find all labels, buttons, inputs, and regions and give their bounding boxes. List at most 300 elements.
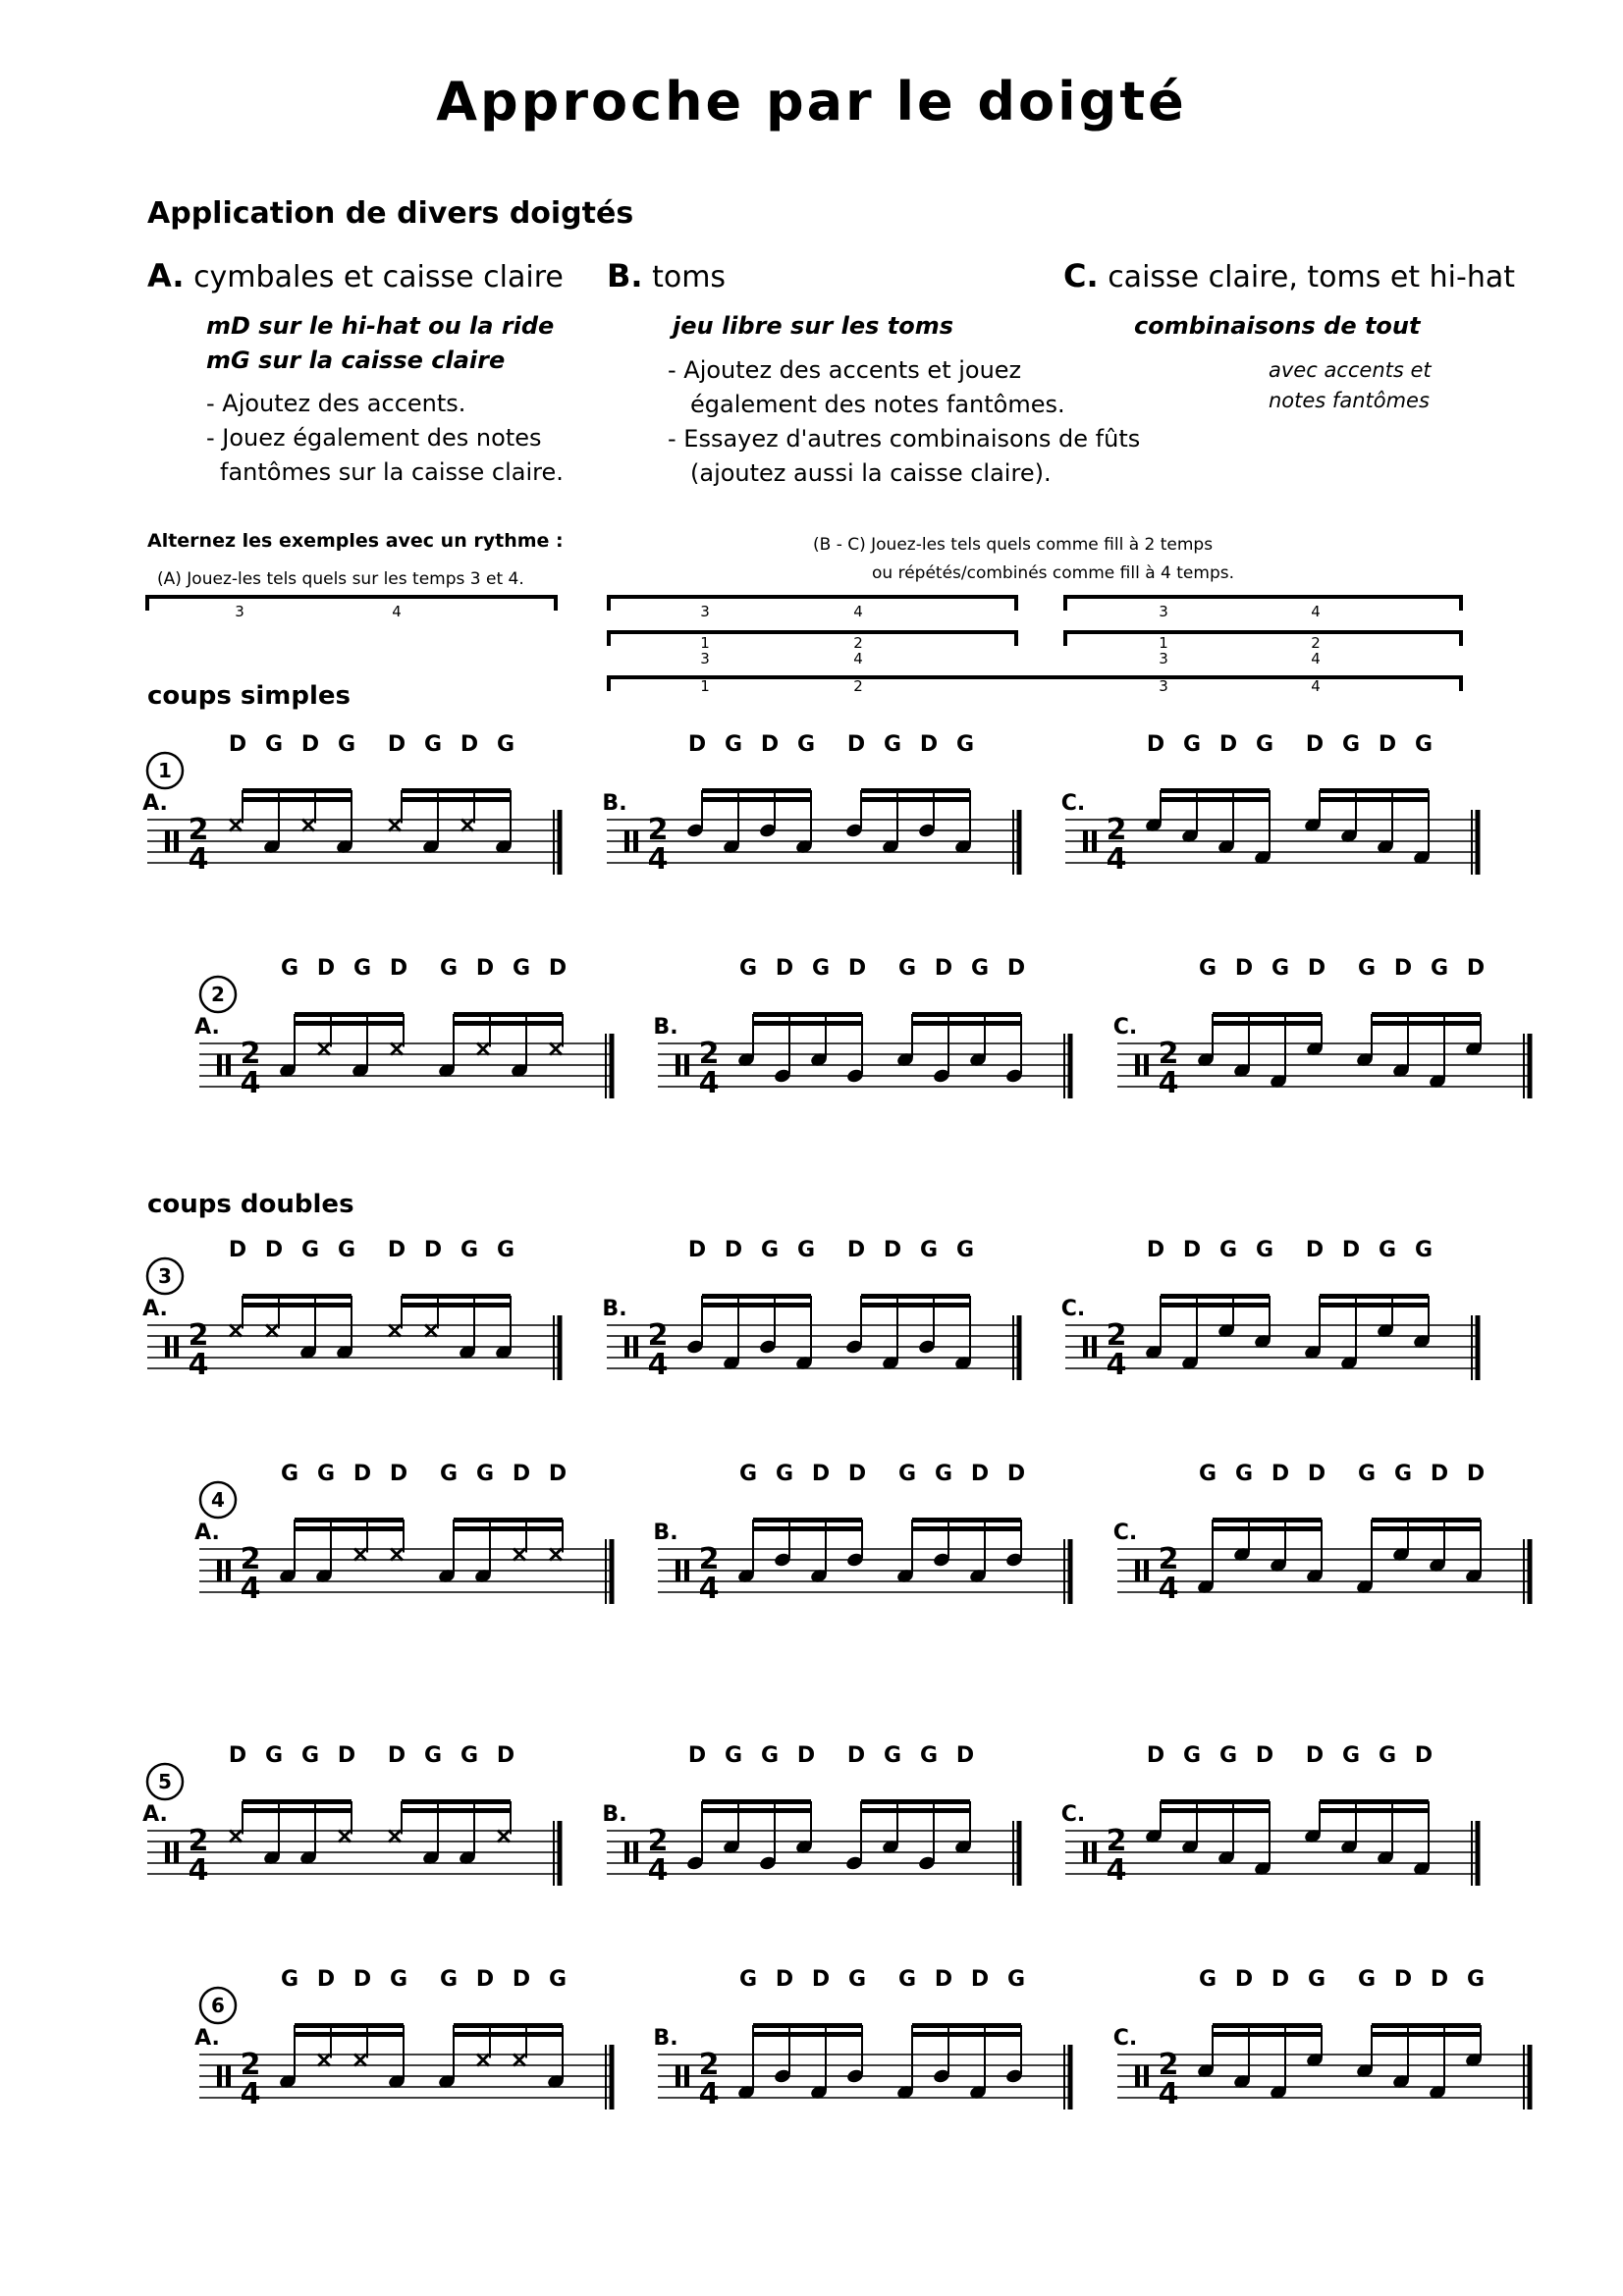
- column-b-letter: B.: [607, 257, 643, 294]
- time-signature-top: 2: [647, 1824, 669, 1858]
- sticking-letter: D: [846, 1238, 866, 1262]
- variant-label: A.: [142, 1802, 168, 1827]
- exercise-number-text: 1: [158, 759, 172, 782]
- cymbal-note: [477, 1043, 489, 1055]
- beam: [295, 1526, 404, 1531]
- sticking-letter: G: [970, 956, 990, 981]
- beam: [702, 788, 811, 793]
- variant-label: C.: [1112, 1521, 1138, 1545]
- variant-label: B.: [653, 1521, 678, 1545]
- sticking-letter: D: [1393, 1967, 1413, 1992]
- beam: [1161, 1303, 1270, 1308]
- sticking-letter: D: [1466, 956, 1486, 981]
- variant-label: A.: [194, 2026, 220, 2051]
- beam: [243, 788, 352, 793]
- sticking-letter: G: [352, 956, 372, 981]
- variant-label: A.: [142, 1297, 168, 1321]
- time-signature-bottom: 4: [240, 1066, 261, 1100]
- sticking-letter: G: [738, 1967, 758, 1992]
- exercise-number: [200, 977, 236, 1012]
- exercise-number: [147, 1258, 183, 1294]
- sticking-letter: G: [1357, 956, 1377, 981]
- subtitle: Application de divers doigtés: [147, 196, 634, 231]
- beam: [454, 2023, 563, 2028]
- time-signature-bottom: 4: [188, 1853, 209, 1888]
- beam: [753, 2032, 862, 2037]
- col-a-bold-1: mD sur le hi-hat ou la ride: [206, 312, 555, 340]
- sticking-letter: G: [738, 956, 758, 981]
- beat-4: 4: [853, 650, 863, 667]
- sticking-letter: D: [512, 1967, 531, 1992]
- time-signature-bottom: 4: [1158, 2077, 1179, 2111]
- sticking-letter: G: [1255, 732, 1274, 757]
- beam: [861, 1303, 970, 1308]
- time-signature-bottom: 4: [647, 1348, 669, 1382]
- sticking-letter: D: [760, 732, 780, 757]
- cymbal-note: [389, 1325, 401, 1337]
- beam: [243, 1799, 352, 1804]
- variant-label: B.: [653, 2026, 678, 2051]
- sticking-letter: G: [1006, 1967, 1026, 1992]
- beam: [1213, 1012, 1322, 1017]
- sticking-letter: D: [512, 1462, 531, 1486]
- cymbal-note: [318, 2055, 330, 2066]
- sticking-letter: D: [847, 1462, 867, 1486]
- staff-b: [602, 732, 1019, 877]
- sticking-letter: D: [352, 1967, 372, 1992]
- beam: [702, 1799, 811, 1804]
- sticking-letter: G: [439, 1462, 459, 1486]
- beam: [702, 797, 811, 802]
- beat-1: 1: [1159, 634, 1168, 652]
- sticking-letter: D: [934, 1967, 953, 1992]
- sticking-letter: D: [387, 1238, 406, 1262]
- sticking-letter: G: [1341, 732, 1361, 757]
- beat-4: 4: [853, 603, 863, 620]
- sticking-letter: G: [423, 732, 443, 757]
- sticking-letter: G: [760, 1743, 780, 1768]
- time-signature-top: 2: [240, 1542, 261, 1576]
- beam: [1213, 2023, 1322, 2028]
- cymbal-note: [391, 1549, 403, 1561]
- sticking-letter: G: [811, 956, 831, 981]
- beat-3: 3: [1159, 677, 1168, 695]
- exercise-number: [147, 753, 183, 788]
- beam: [1161, 788, 1270, 793]
- beam: [1320, 797, 1429, 802]
- beam: [753, 1526, 862, 1531]
- variant-label: A.: [194, 1015, 220, 1040]
- cymbal-note: [230, 820, 242, 831]
- col-c-line-1: avec accents et: [1269, 358, 1432, 382]
- time-signature-top: 2: [1106, 1318, 1127, 1353]
- beam: [1213, 2032, 1322, 2037]
- sticking-letter: G: [760, 1238, 780, 1262]
- column-c-letter: C.: [1063, 257, 1099, 294]
- sticking-letter: D: [970, 1462, 990, 1486]
- sticking-letter: G: [475, 1462, 495, 1486]
- beam: [912, 1526, 1021, 1531]
- sticking-letter: G: [280, 1462, 299, 1486]
- beam: [912, 2023, 1021, 2028]
- time-signature-bottom: 4: [647, 842, 669, 877]
- sticking-letter: D: [1378, 732, 1397, 757]
- sticking-letter: G: [548, 1967, 568, 1992]
- sticking-letter: D: [1307, 956, 1326, 981]
- sticking-letter: G: [1182, 1743, 1202, 1768]
- sticking-letter: D: [1146, 1238, 1165, 1262]
- col-b-line-4: (ajoutez aussi la caisse claire).: [690, 459, 1052, 487]
- staff-b: [653, 1462, 1070, 1606]
- sticking-letter: D: [1146, 1743, 1165, 1768]
- sticking-letter: D: [316, 1967, 336, 1992]
- beam: [861, 1294, 970, 1299]
- sticking-letter: G: [300, 1743, 320, 1768]
- beam: [454, 1021, 563, 1026]
- sticking-letter: D: [970, 1967, 990, 1992]
- sticking-letter: D: [548, 1462, 568, 1486]
- sticking-letter: D: [1271, 1462, 1290, 1486]
- time-signature-top: 2: [698, 1037, 720, 1071]
- exercise-number: [147, 1764, 183, 1799]
- cymbal-note: [389, 1831, 401, 1842]
- sticking-letter: G: [1218, 1238, 1238, 1262]
- sticking-letter: G: [1414, 1238, 1434, 1262]
- beam: [243, 1808, 352, 1813]
- beam: [702, 1808, 811, 1813]
- sticking-letter: D: [423, 1238, 443, 1262]
- sticking-letter: D: [687, 732, 707, 757]
- column-b-title: toms: [652, 260, 727, 294]
- sticking-letter: G: [847, 1967, 867, 1992]
- sticking-letter: D: [352, 1462, 372, 1486]
- col-c-line-2: notes fantômes: [1269, 389, 1430, 412]
- rhythm-a-note: (A) Jouez-les tels quels sur les temps 3 et 4.: [157, 569, 524, 589]
- beam: [861, 1808, 970, 1813]
- col-b-line-2: également des notes fantômes.: [690, 391, 1065, 418]
- staff-a: [194, 956, 612, 1100]
- cymbal-note: [339, 1831, 351, 1842]
- sticking-letter: D: [1146, 732, 1165, 757]
- sticking-letter: D: [1305, 1238, 1325, 1262]
- sticking-letter: D: [1006, 1462, 1026, 1486]
- sticking-letter: D: [846, 1743, 866, 1768]
- cymbal-note: [498, 1831, 510, 1842]
- sticking-letter: G: [796, 1238, 816, 1262]
- beam: [402, 1799, 511, 1804]
- staff-a: [194, 1462, 612, 1606]
- cymbal-note: [514, 1549, 525, 1561]
- sticking-letter: G: [955, 732, 975, 757]
- sticking-letter: G: [512, 956, 531, 981]
- exercise-number-text: 6: [211, 1994, 225, 2017]
- sticking-letter: D: [811, 1967, 831, 1992]
- sticking-letter: D: [955, 1743, 975, 1768]
- beam: [454, 1012, 563, 1017]
- sticking-letter: D: [475, 956, 495, 981]
- beam: [295, 1518, 404, 1522]
- cymbal-note: [230, 1831, 242, 1842]
- beam: [912, 1021, 1021, 1026]
- beam: [402, 797, 511, 802]
- sticking-letter: D: [1218, 732, 1238, 757]
- cymbal-note: [318, 1043, 330, 1055]
- staff-b: [653, 1967, 1070, 2111]
- beat-2: 2: [853, 677, 863, 695]
- sticking-letter: G: [1414, 732, 1434, 757]
- time-signature-top: 2: [647, 813, 669, 847]
- sticking-letter: G: [460, 1743, 479, 1768]
- column-a-title: cymbales et caisse claire: [193, 260, 564, 294]
- sticking-letter: D: [934, 956, 953, 981]
- beam: [1372, 2032, 1481, 2037]
- sticking-letter: D: [724, 1238, 743, 1262]
- beam: [454, 1526, 563, 1531]
- time-signature-bottom: 4: [240, 1572, 261, 1606]
- exercise-number-text: 5: [158, 1770, 172, 1793]
- sticking-letter: G: [955, 1238, 975, 1262]
- sticking-letter: D: [847, 956, 867, 981]
- sticking-letter: G: [1466, 1967, 1486, 1992]
- time-signature-top: 2: [647, 1318, 669, 1353]
- time-signature-top: 2: [1106, 813, 1127, 847]
- exercise-number: [200, 1482, 236, 1518]
- page-title: Approche par le doigté: [436, 71, 1187, 133]
- beam: [1320, 1799, 1429, 1804]
- beat-4: 4: [1311, 650, 1321, 667]
- rhythm-bc-note-1: (B - C) Jouez-les tels quels comme fill à 2 temps: [813, 535, 1214, 555]
- beam: [861, 797, 970, 802]
- cymbal-note: [425, 1325, 437, 1337]
- beam: [402, 1294, 511, 1299]
- time-signature-top: 2: [188, 1318, 209, 1353]
- cymbal-note: [550, 1549, 562, 1561]
- sticking-letter: G: [280, 1967, 299, 1992]
- sticking-letter: D: [1305, 732, 1325, 757]
- col-a-bold-2: mG sur la caisse claire: [206, 347, 506, 374]
- rhythm-bc-note-2: ou répétés/combinés comme fill à 4 temps.: [872, 563, 1234, 583]
- beam: [454, 1518, 563, 1522]
- sticking-letter: G: [1198, 956, 1217, 981]
- beam: [1320, 1294, 1429, 1299]
- beam: [753, 1012, 862, 1017]
- beam: [753, 1021, 862, 1026]
- beam: [1320, 788, 1429, 793]
- sticking-letter: D: [1271, 1967, 1290, 1992]
- beam: [243, 1294, 352, 1299]
- sticking-letter: D: [228, 1743, 247, 1768]
- sticking-letter: D: [1430, 1462, 1449, 1486]
- sticking-letter: G: [1341, 1743, 1361, 1768]
- sticking-letter: G: [1393, 1462, 1413, 1486]
- variant-label: A.: [194, 1521, 220, 1545]
- sticking-letter: D: [496, 1743, 515, 1768]
- sticking-letter: D: [548, 956, 568, 981]
- exercise-number-text: 4: [211, 1488, 225, 1512]
- beam: [1161, 1799, 1270, 1804]
- time-signature-bottom: 4: [698, 1066, 720, 1100]
- sticking-letter: D: [919, 732, 939, 757]
- beam: [402, 788, 511, 793]
- time-signature-bottom: 4: [647, 1853, 669, 1888]
- sticking-letter: G: [724, 732, 743, 757]
- sticking-letter: D: [687, 1743, 707, 1768]
- sticking-letter: D: [883, 1238, 902, 1262]
- beam: [1161, 1294, 1270, 1299]
- cymbal-note: [354, 1549, 366, 1561]
- time-signature-top: 2: [1158, 1037, 1179, 1071]
- sticking-letter: G: [1198, 1967, 1217, 1992]
- beam: [295, 2023, 404, 2028]
- variant-label: B.: [602, 791, 627, 816]
- sticking-letter: G: [1430, 956, 1449, 981]
- exercise-number-text: 3: [158, 1264, 172, 1288]
- staff-c: [1061, 1238, 1478, 1382]
- time-signature-bottom: 4: [188, 842, 209, 877]
- sticking-letter: G: [1234, 1462, 1254, 1486]
- column-c-title: caisse claire, toms et hi-hat: [1108, 260, 1516, 294]
- beam: [1372, 1021, 1481, 1026]
- beam: [753, 1518, 862, 1522]
- sticking-letter: G: [439, 956, 459, 981]
- sticking-letter: D: [387, 1743, 406, 1768]
- rhythm-label: Alternez les exemples avec un rythme :: [147, 530, 564, 552]
- cymbal-note: [230, 1325, 242, 1337]
- sticking-letter: D: [389, 1462, 408, 1486]
- beam: [861, 1799, 970, 1804]
- beat-3: 3: [235, 603, 244, 620]
- beat-3: 3: [1159, 650, 1168, 667]
- sticking-letter: G: [1357, 1462, 1377, 1486]
- beat-4: 4: [1311, 677, 1321, 695]
- sticking-letter: G: [1255, 1238, 1274, 1262]
- col-b-bold-1: jeu libre sur les toms: [673, 312, 954, 340]
- sticking-letter: G: [460, 1238, 479, 1262]
- cymbal-note: [461, 820, 473, 831]
- cymbal-note: [266, 1325, 278, 1337]
- beam: [1372, 2023, 1481, 2028]
- time-signature-bottom: 4: [1106, 842, 1127, 877]
- beam: [295, 1021, 404, 1026]
- time-signature-bottom: 4: [1106, 1348, 1127, 1382]
- sticking-letter: G: [1218, 1743, 1238, 1768]
- sticking-letter: D: [389, 956, 408, 981]
- time-signature-bottom: 4: [698, 1572, 720, 1606]
- beat-3: 3: [700, 603, 710, 620]
- sticking-letter: G: [496, 1238, 515, 1262]
- time-signature-top: 2: [188, 813, 209, 847]
- staff-b: [653, 956, 1070, 1100]
- cymbal-note: [354, 2055, 366, 2066]
- time-signature-top: 2: [240, 2048, 261, 2082]
- variant-label: C.: [1112, 2026, 1138, 2051]
- beam: [402, 1808, 511, 1813]
- variant-label: C.: [1112, 1015, 1138, 1040]
- beam: [402, 1303, 511, 1308]
- col-a-line-3: fantômes sur la caisse claire.: [220, 458, 564, 486]
- sticking-letter: G: [1271, 956, 1290, 981]
- sticking-letter: G: [1378, 1743, 1397, 1768]
- sticking-letter: G: [919, 1743, 939, 1768]
- cymbal-note: [550, 1043, 562, 1055]
- sticking-letter: D: [1430, 1967, 1449, 1992]
- time-signature-bottom: 4: [698, 2077, 720, 2111]
- cymbal-note: [477, 2055, 489, 2066]
- sticking-letter: G: [775, 1462, 794, 1486]
- beam: [243, 1303, 352, 1308]
- sticking-letter: G: [883, 732, 902, 757]
- sticking-letter: G: [897, 1462, 917, 1486]
- exercise-number-text: 2: [211, 983, 225, 1006]
- sticking-letter: G: [300, 1238, 320, 1262]
- sticking-letter: G: [1378, 1238, 1397, 1262]
- sticking-letter: D: [387, 732, 406, 757]
- staff-c: [1113, 956, 1530, 1100]
- beam: [295, 2032, 404, 2037]
- sticking-letter: D: [337, 1743, 356, 1768]
- sticking-letter: G: [280, 956, 299, 981]
- sticking-letter: G: [316, 1462, 336, 1486]
- staff-c: [1061, 732, 1478, 877]
- sticking-letter: D: [796, 1743, 816, 1768]
- sticking-letter: D: [811, 1462, 831, 1486]
- time-signature-top: 2: [188, 1824, 209, 1858]
- beat-4: 4: [392, 603, 402, 620]
- time-signature-top: 2: [1106, 1824, 1127, 1858]
- sticking-letter: G: [337, 1238, 356, 1262]
- variant-label: C.: [1060, 791, 1086, 816]
- col-b-line-1: - Ajoutez des accents et jouez: [668, 356, 1022, 384]
- sticking-letter: G: [897, 1967, 917, 1992]
- sticking-letter: G: [883, 1743, 902, 1768]
- time-signature-bottom: 4: [1158, 1066, 1179, 1100]
- beam: [912, 2032, 1021, 2037]
- cymbal-note: [389, 820, 401, 831]
- sticking-letter: D: [1414, 1743, 1434, 1768]
- cymbal-note: [391, 1043, 403, 1055]
- col-c-bold-1: combinaisons de tout: [1134, 312, 1421, 340]
- sticking-letter: G: [897, 956, 917, 981]
- sticking-letter: D: [1182, 1238, 1202, 1262]
- beam: [1372, 1526, 1481, 1531]
- staff-a: [142, 732, 560, 877]
- cymbal-note: [514, 2055, 525, 2066]
- sticking-letter: D: [300, 732, 320, 757]
- sticking-letter: G: [738, 1462, 758, 1486]
- sticking-letter: G: [389, 1967, 408, 1992]
- sticking-letter: D: [460, 732, 479, 757]
- sticking-letter: D: [775, 956, 794, 981]
- beam: [454, 2032, 563, 2037]
- col-b-line-3: - Essayez d'autres combinaisons de fûts: [668, 425, 1141, 453]
- beam: [912, 1012, 1021, 1017]
- sticking-letter: D: [1234, 1967, 1254, 1992]
- beam: [1320, 1303, 1429, 1308]
- variant-label: B.: [602, 1802, 627, 1827]
- staff-b: [602, 1743, 1019, 1888]
- sticking-letter: D: [775, 1967, 794, 1992]
- time-signature-bottom: 4: [240, 2077, 261, 2111]
- sticking-letter: G: [439, 1967, 459, 1992]
- beam: [702, 1294, 811, 1299]
- exercise-number: [200, 1988, 236, 2023]
- sticking-letter: G: [934, 1462, 953, 1486]
- sticking-letter: D: [1234, 956, 1254, 981]
- beat-1: 1: [700, 677, 710, 695]
- beam: [1161, 797, 1270, 802]
- sticking-letter: G: [919, 1238, 939, 1262]
- beam: [295, 1012, 404, 1017]
